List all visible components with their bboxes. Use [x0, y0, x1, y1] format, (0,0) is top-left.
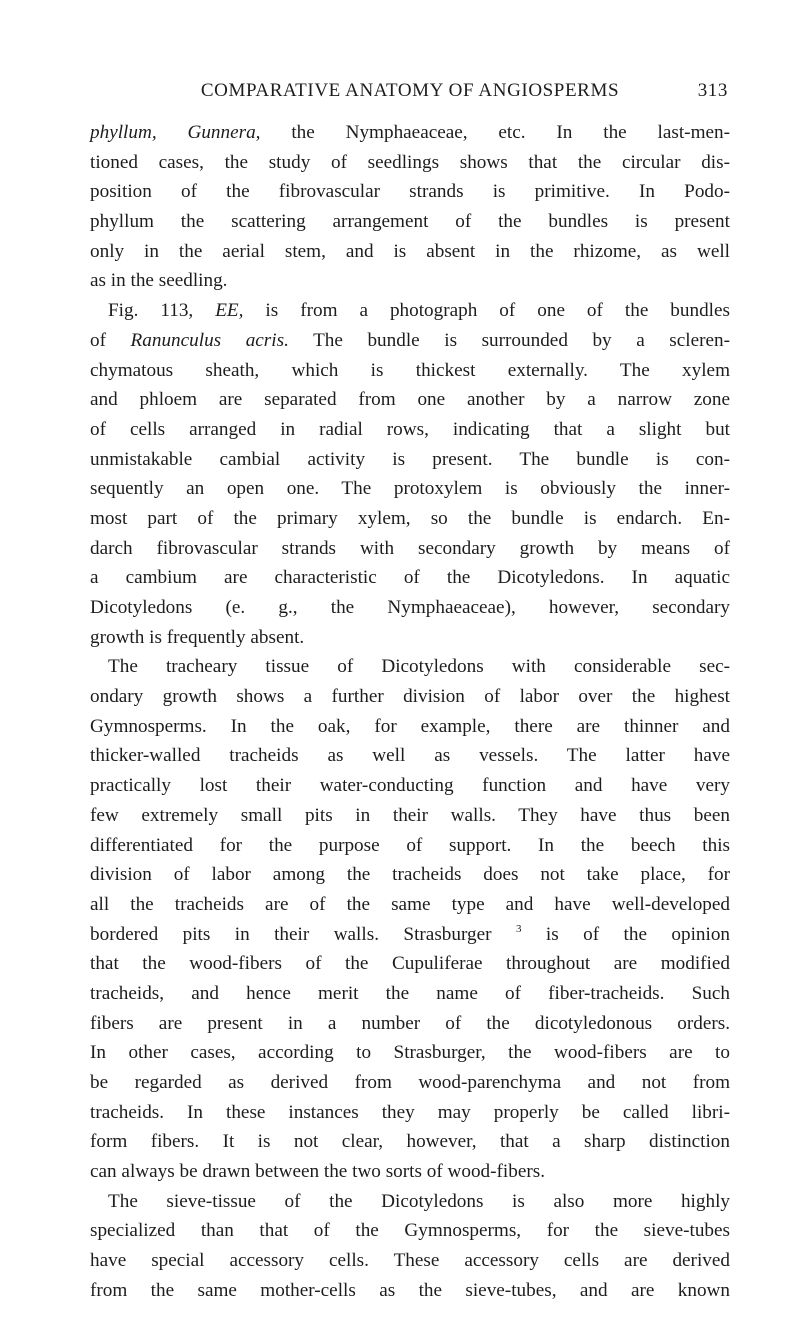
text-line: of Ranunculus acris. The bundle is surrounded by a scleren-	[90, 329, 730, 351]
text-line: The sieve-tissue of the Dicotyledons is also more highly	[108, 1190, 730, 1212]
text-line: and phloem are separated from one another by a narrow zone	[90, 389, 730, 411]
footnote-marker: 3	[515, 922, 522, 935]
text-line: few extremely small pits in their walls. They have thus been	[90, 804, 730, 826]
text-line: as in the seedling.	[90, 270, 228, 292]
text-line: tioned cases, the study of seedlings shows that the circular dis-	[90, 151, 730, 173]
text-line: tracheids. In these instances they may properly be called libri-	[90, 1101, 730, 1123]
text-line: unmistakable cambial activity is present. The bundle is con-	[90, 448, 730, 470]
text-line: sequently an open one. The protoxylem is obviously the inner-	[90, 478, 730, 500]
text-line: all the tracheids are of the same type and have well-developed	[90, 893, 730, 915]
text-line: Gymnosperms. In the oak, for example, there are thinner and	[90, 715, 730, 737]
text-line: Fig. 113, EE, is from a photograph of one of the bundles	[108, 300, 730, 322]
text-line: ondary growth shows a further division of labor over the highest	[90, 686, 730, 708]
text-line: a cambium are characteristic of the Dicotyledons. In aquatic	[90, 567, 730, 589]
page-number: 313	[697, 80, 728, 101]
text-line: position of the fibrovascular strands is primitive. In Podo-	[90, 181, 730, 203]
running-head	[90, 80, 730, 108]
text-line: fibers are present in a number of the dicotyledonous orders.	[90, 1012, 730, 1034]
text-line: form fibers. It is not clear, however, that a sharp distinction	[90, 1131, 730, 1153]
text-line: most part of the primary xylem, so the bundle is endarch. En-	[90, 507, 730, 529]
text-line: Dicotyledons (e. g., the Nymphaeaceae), however, secondary	[90, 597, 730, 618]
body-text	[90, 118, 730, 1306]
text-line: growth is frequently absent.	[90, 626, 305, 648]
text-line: darch fibrovascular strands with secondary growth by means of	[90, 537, 730, 559]
running-title: COMPARATIVE ANATOMY OF ANGIOSPERMS	[200, 80, 620, 101]
text-line: phyllum, Gunnera, the Nymphaeaceae, etc. In the last-men-	[90, 122, 730, 143]
text-line: chymatous sheath, which is thickest externally. The xylem	[90, 359, 730, 381]
text-line: practically lost their water-conducting function and have very	[90, 775, 730, 797]
text-line: The tracheary tissue of Dicotyledons with considerable sec-	[108, 656, 730, 678]
text-line: that the wood-fibers of the Cupuliferae throughout are modified	[90, 953, 730, 975]
text-line: tracheids, and hence merit the name of fiber-tracheids. Such	[90, 982, 730, 1004]
text-line: phyllum the scattering arrangement of the bundles is present	[90, 211, 730, 233]
text-line: differentiated for the purpose of support. In the beech this	[90, 834, 730, 856]
text-line: can always be drawn between the two sorts of wood-fibers.	[90, 1161, 546, 1183]
text-line: of cells arranged in radial rows, indicating that a slight but	[90, 418, 730, 440]
text-line: division of labor among the tracheids does not take place, for	[90, 864, 730, 886]
text-line: only in the aerial stem, and is absent in the rhizome, as well	[90, 240, 730, 262]
text-line: have special accessory cells. These accessory cells are derived	[90, 1250, 730, 1272]
text-line: thicker-walled tracheids as well as vessels. The latter have	[90, 745, 730, 767]
text-line: In other cases, according to Strasburger, the wood-fibers are to	[90, 1042, 730, 1064]
text-line: be regarded as derived from wood-parenchyma and not from	[90, 1072, 730, 1093]
text-line: from the same mother-cells as the sieve-tubes, and are known	[90, 1279, 730, 1301]
text-line: bordered pits in their walls. Strasburger $^3$ is of the opinion	[90, 922, 731, 945]
text-line: specialized than that of the Gymnosperms, for the sieve-tubes	[90, 1220, 730, 1242]
